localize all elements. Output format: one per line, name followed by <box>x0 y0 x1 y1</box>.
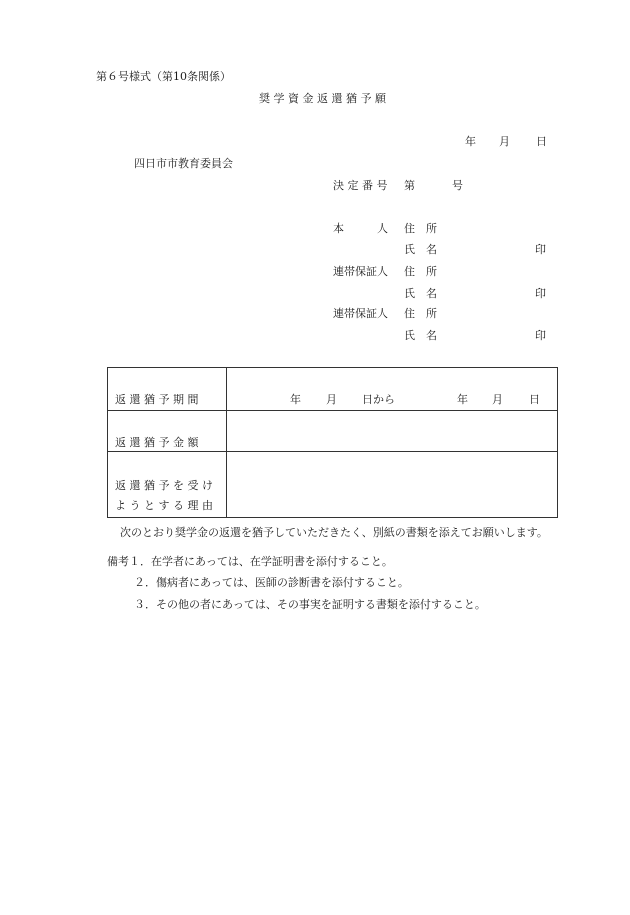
table-row <box>108 452 558 518</box>
party-name-label: 氏 名 <box>404 329 437 342</box>
party-name-label: 氏 名 <box>404 243 437 256</box>
amount-label: 返 還 猶 予 金 額 <box>115 436 199 449</box>
note-item: ３．その他の者にあっては、その事実を証明する書類を添付すること。 <box>134 598 486 611</box>
addressee: 四日市市教育委員会 <box>134 157 233 170</box>
period-value-cell[interactable] <box>227 368 558 411</box>
form-number: 第６号様式（第10条関係） <box>96 70 231 83</box>
from-month-label: 月 <box>326 393 337 406</box>
party-role-applicant: 本 人 <box>333 222 388 235</box>
party-role-guarantor: 連帯保証人 <box>333 307 388 320</box>
date-year-label: 年 <box>465 135 476 148</box>
from-year-label: 年 <box>290 393 301 406</box>
note-item: 備考１．在学者にあっては、在学証明書を添付すること。 <box>107 555 393 568</box>
period-label: 返 還 猶 予 期 間 <box>115 393 199 406</box>
to-day-label: 日 <box>529 393 540 406</box>
from-day-label: 日から <box>362 393 395 406</box>
deferral-table <box>107 367 558 518</box>
seal-mark: 印 <box>535 329 546 342</box>
party-address-label: 住 所 <box>404 307 437 320</box>
request-text: 次のとおり奨学金の返還を猶予していただきたく、別紙の書類を添えてお願いします。 <box>120 526 548 539</box>
reason-value-cell[interactable] <box>227 452 558 518</box>
seal-mark: 印 <box>535 287 546 300</box>
date-day-label: 日 <box>536 135 547 148</box>
party-address-label: 住 所 <box>404 222 437 235</box>
party-role-guarantor: 連帯保証人 <box>333 265 388 278</box>
decision-number-suffix: 号 <box>452 179 463 192</box>
decision-number-label: 決 定 番 号 <box>333 179 388 192</box>
party-address-label: 住 所 <box>404 265 437 278</box>
table-row <box>108 368 558 411</box>
period-label-cell <box>108 368 227 411</box>
note-item: ２．傷病者にあっては、医師の診断書を添付すること。 <box>134 576 409 589</box>
date-month-label: 月 <box>499 135 510 148</box>
decision-number-prefix: 第 <box>404 179 415 192</box>
amount-value-cell[interactable] <box>227 411 558 452</box>
seal-mark: 印 <box>535 243 546 256</box>
reason-label-line2: よ う と す る 理 由 <box>115 499 213 512</box>
to-year-label: 年 <box>457 393 468 406</box>
page-title: 奨 学 資 金 返 還 猶 予 願 <box>259 92 386 105</box>
table-row <box>108 411 558 452</box>
reason-label-cell <box>108 452 227 518</box>
reason-label-line1: 返 還 猶 予 を 受 け <box>115 479 213 492</box>
to-month-label: 月 <box>492 393 503 406</box>
amount-label-cell <box>108 411 227 452</box>
party-name-label: 氏 名 <box>404 287 437 300</box>
